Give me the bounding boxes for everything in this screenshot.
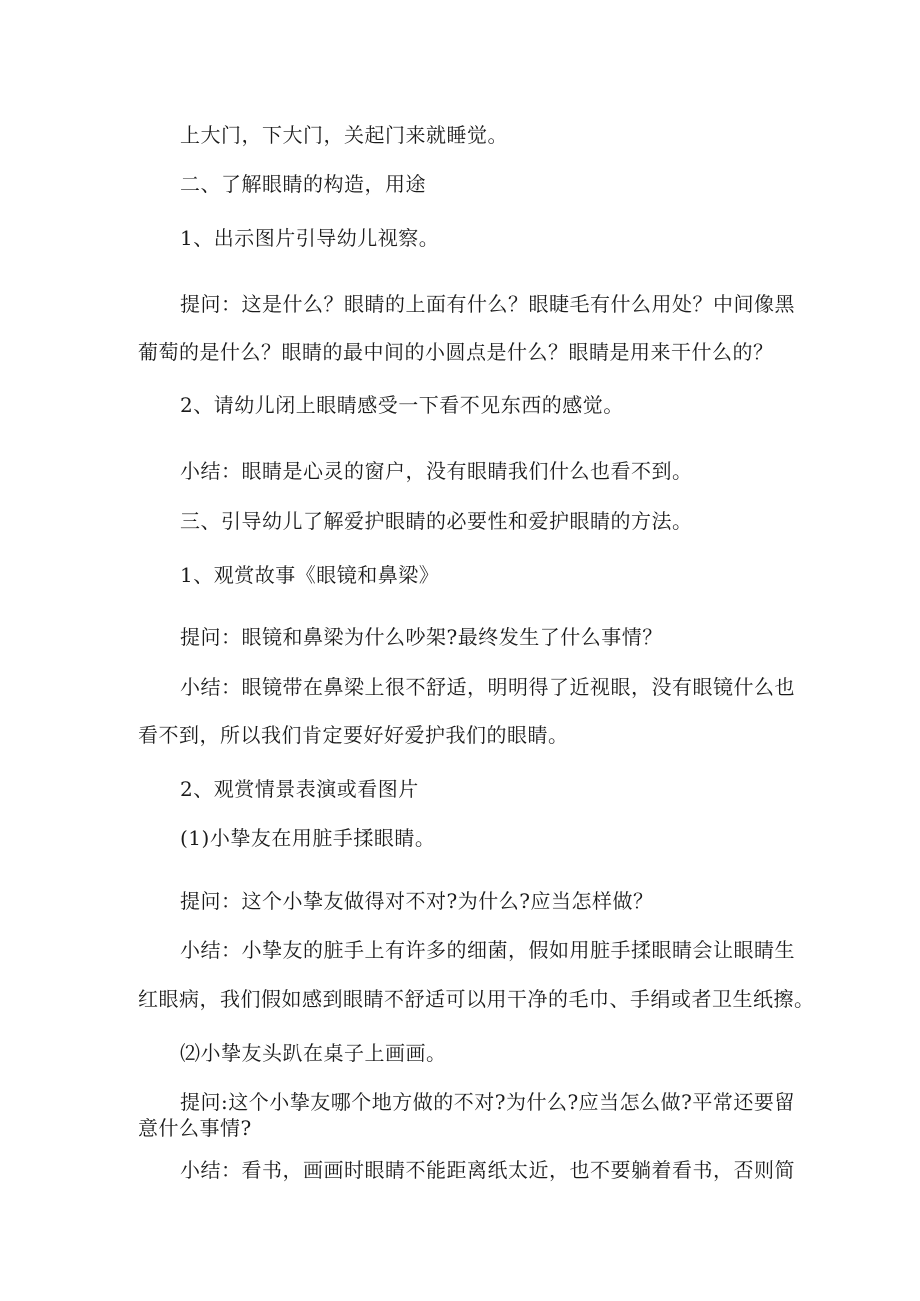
text-line: 上大门，下大门，关起门来就睡觉。 (180, 123, 508, 147)
text-line: 2、观赏情景表演或看图片 (180, 777, 419, 801)
text-line: 2、请幼儿闭上眼睛感受一下看不见东西的感觉。 (180, 393, 624, 417)
text-line: (1)小挚友在用脏手揉眼睛。 (180, 826, 436, 850)
section-heading: 二、了解眼睛的构造，用途 (180, 172, 426, 196)
text-line: 葡萄的是什么？眼睛的最中间的小圆点是什么？眼睛是用来干什么的？ (138, 340, 774, 364)
section-heading: 三、引导幼儿了解爱护眼睛的必要性和爱护眼睛的方法。 (180, 509, 693, 533)
text-line: 看不到，所以我们肯定要好好爱护我们的眼睛。 (138, 723, 569, 747)
text-line: 小结：小挚友的脏手上有许多的细菌，假如用脏手揉眼睛会让眼睛生 (180, 938, 795, 962)
text-line: 提问：这是什么？眼睛的上面有什么？眼睫毛有什么用处？中间像黑 (180, 292, 795, 316)
text-line: 小结：眼镜带在鼻梁上很不舒适，明明得了近视眼，没有眼镜什么也 (180, 675, 795, 699)
text-line: 小结：看书，画画时眼睛不能距离纸太近，也不要躺着看书，否则简 (180, 1158, 795, 1182)
text-line: 意什么事情? (138, 1116, 252, 1140)
text-line: ⑵小挚友头趴在桌子上画画。 (180, 1041, 447, 1065)
text-line: 1、出示图片引导幼儿视察。 (180, 226, 440, 250)
text-line: 小结：眼睛是心灵的窗户，没有眼睛我们什么也看不到。 (180, 459, 693, 483)
text-line: 1、观赏故事《眼镜和鼻梁》 (180, 563, 440, 587)
text-line: 提问:这个小挚友哪个地方做的不对?为什么?应当怎么做?平常还要留 (180, 1090, 795, 1114)
text-line: 提问：这个小挚友做得对不对?为什么?应当怎样做？ (180, 889, 654, 913)
text-line: 提问：眼镜和鼻梁为什么吵架?最终发生了什么事情？ (180, 625, 663, 649)
text-line: 红眼病，我们假如感到眼睛不舒适可以用干净的毛巾、手绢或者卫生纸擦。 (138, 987, 815, 1011)
